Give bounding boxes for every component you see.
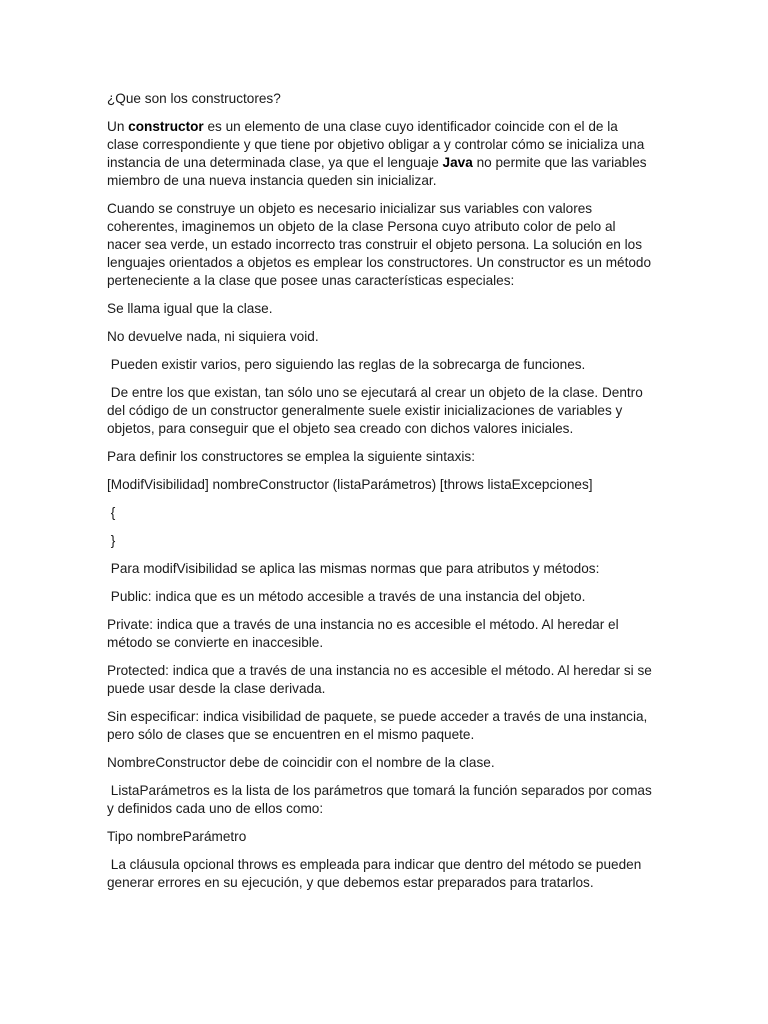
paragraph-constructor-definition — [107, 118, 652, 190]
paragraph-close-brace: } — [107, 533, 116, 548]
paragraph-throws: La cláusula opcional throws es empleada para indicar que dentro del método se pueden generar errores en su ejecución, y que debemos estar preparados para tratarlos. — [107, 857, 646, 890]
paragraph-open-brace: { — [107, 505, 116, 520]
paragraph-visibility: Para modifVisibilidad se aplica las mismas normas que para atributos y métodos: — [107, 561, 600, 576]
paragraph-private: Private: indica que a través de una instancia no es accesible el método. Al heredar el método se convierte en inaccesible. — [107, 617, 619, 650]
paragraph-syntax-intro: Para definir los constructores se emplea la siguiente sintaxis: — [107, 449, 475, 464]
paragraph-parameter-list: ListaParámetros es la lista de los parámetros que tomará la función separados por comas y definidos cada uno de ellos como: — [107, 783, 656, 816]
paragraph-no-return: No devuelve nada, ni siquiera void. — [107, 329, 319, 344]
paragraph-public: Public: indica que es un método accesible a través de una instancia del objeto. — [107, 589, 586, 604]
paragraph-same-name: Se llama igual que la clase. — [107, 301, 273, 316]
bold-term-constructor: constructor — [128, 119, 204, 134]
paragraph-parameter-type: Tipo nombreParámetro — [107, 829, 247, 844]
paragraph-overloading: Pueden existir varios, pero siguiendo las reglas de la sobrecarga de funciones. — [107, 357, 586, 372]
paragraph-protected: Protected: indica que a través de una instancia no es accesible el método. Al heredar si se puede usar desde la clase derivada. — [107, 663, 652, 696]
text-segment: Un — [107, 119, 129, 134]
paragraph-execution: De entre los que existan, tan sólo uno se ejecutará al crear un objeto de la clase. Dentro del código de un constructor generalmente suele existir inicializaciones de variables y objetos, para conseguir que el objeto sea creado con dichos valores iniciales. — [107, 385, 647, 436]
paragraph-package: Sin especificar: indica visibilidad de paquete, se puede acceder a través de una instancia, pero sólo de clases que se encuentren en el mismo paquete. — [107, 709, 648, 742]
paragraph-syntax: [ModifVisibilidad] nombreConstructor (listaParámetros) [throws listaExcepciones] — [107, 477, 593, 492]
document-page — [107, 90, 656, 902]
paragraph-constructor-name: NombreConstructor debe de coincidir con el nombre de la clase. — [107, 755, 495, 770]
text-segment: es un elemento de una clase cuyo identificador coincide con el de la clase correspondiente y que tiene por objetivo obligar a y controlar cómo se inicializa una instancia de una determinada clase, ya que el lenguaje — [107, 119, 645, 170]
text-segment: no permite que las variables miembro de una nueva instancia queden sin inicializar. — [107, 155, 647, 188]
bold-term-java: Java — [442, 155, 473, 170]
paragraph-initialization: Cuando se construye un objeto es necesario inicializar sus variables con valores coherentes, imaginemos un objeto de la clase Persona cuyo atributo color de pelo al nacer sea verde, un estado incorrecto tras construir el objeto persona. La solución en los lenguajes orientados a objetos es emplear los constructores. Un constructor es un método perteneciente a la clase que posee unas características especiales: — [107, 201, 652, 288]
document-heading: ¿Que son los constructores? — [107, 91, 281, 106]
